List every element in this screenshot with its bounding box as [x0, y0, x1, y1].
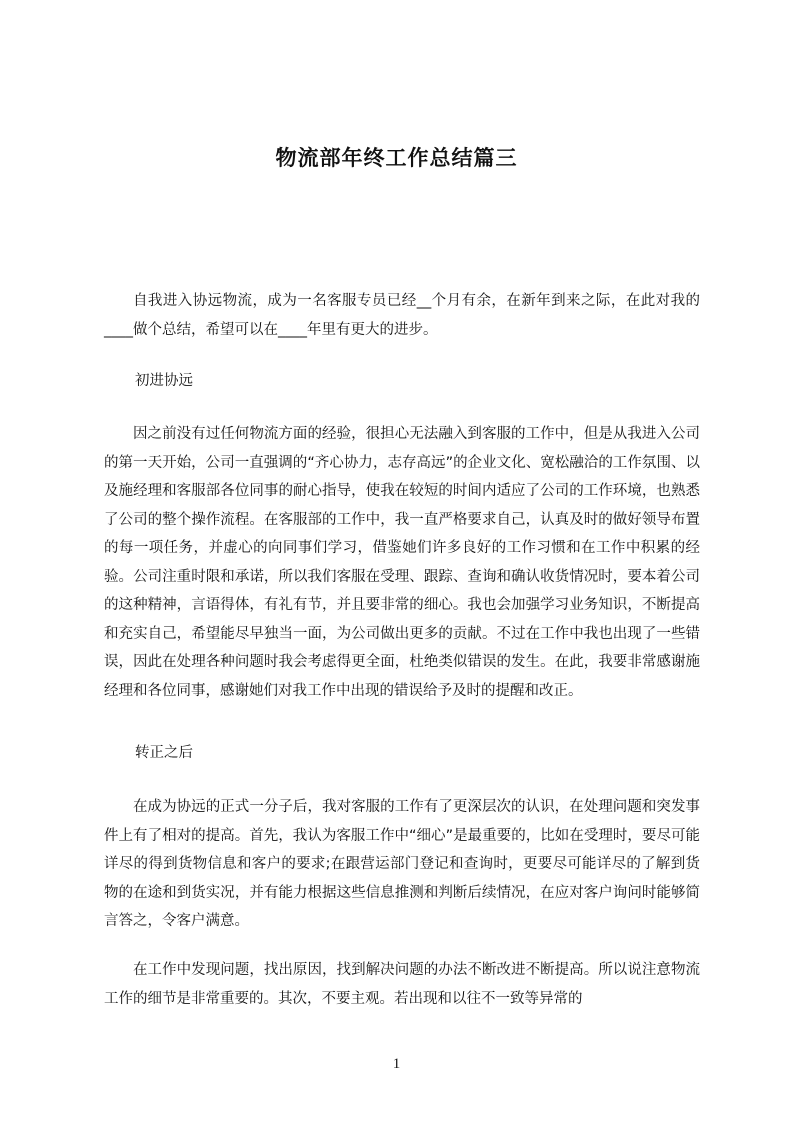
page-number: 1	[392, 1056, 401, 1072]
intro-paragraph: 自我进入协远物流，成为一名客服专员已经__个月有余，在新年到来之际，在此对我的____做个总结，希望可以在____年里有更大的进步。	[104, 293, 700, 338]
section-heading-second: 转正之后	[135, 745, 193, 761]
page-title: 物流部年终工作总结篇三	[275, 146, 518, 170]
section1-paragraph: 因之前没有过任何物流方面的经验，很担心无法融入到客服的工作中，但是从我进入公司的第一天开始，公司一直强调的“齐心协力，志存高远”的企业文化、宽松融洽的工作氛围、以及施经理和客服部各位同事的耐心指导，使我在较短的时间内适应了公司的工作环境，也熟悉了公司的整个操作流程。在客服部的工作中，我一直严格要求自己，认真及时的做好领导布置的每一项任务，并虚心的向同事们学习，借鉴她们许多良好的工作习惯和在工作中积累的经验。公司注重时限和承诺，所以我们客服在受理、跟踪、查询和确认收货情况时，要本着公司的这种精神，言语得体，有礼有节，并且要非常的细心。我也会加强学习业务知识，不断提高和充实自己，希望能尽早独当一面，为公司做出更多的贡献。不过在工作中我也出现了一些错误，因此在处理各种问题时我会考虑得更全面，杜绝类似错误的发生。在此，我要非常感谢施经理和各位同事，感谢她们对我工作中出现的错误给予及时的提醒和改正。	[104, 426, 700, 699]
section-heading-first: 初进协远	[135, 373, 193, 389]
section2-paragraph: 在成为协远的正式一分子后，我对客服的工作有了更深层次的认识，在处理问题和突发事件上有了相对的提高。首先，我认为客服工作中“细心”是最重要的，比如在受理时，要尽可能详尽的得到货物信息和客户的要求;在跟营运部门登记和查询时，更要尽可能详尽的了解到货物的在途和到货实况，并有能力根据这些信息推测和判断后续情况，在应对客户询问时能够简言答之，令客户满意。	[104, 799, 700, 929]
section2-paragraph-continued: 在工作中发现问题，找出原因，找到解决问题的办法不断改进不断提高。所以说注意物流工作的细节是非常重要的。其次，不要主观。若出现和以往不一致等异常的	[104, 962, 700, 1007]
